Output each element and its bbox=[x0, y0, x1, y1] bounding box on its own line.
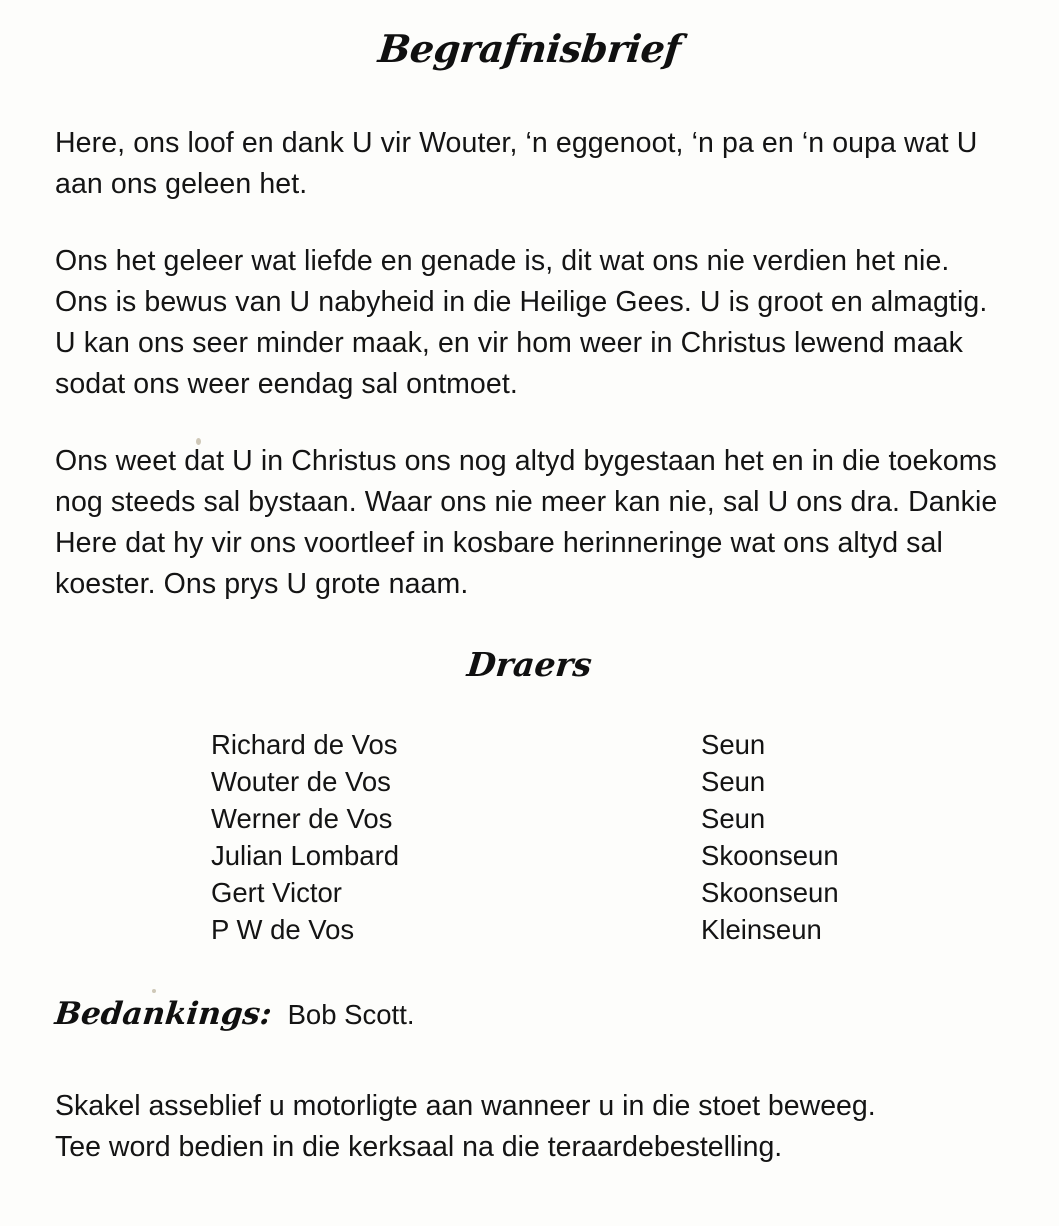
table-row bbox=[155, 911, 1001, 948]
bearer-relation: Skoonseun bbox=[701, 840, 839, 871]
paper-speck bbox=[196, 438, 201, 445]
bearer-name: Richard de Vos bbox=[211, 729, 398, 760]
bearer-name: P W de Vos bbox=[211, 914, 355, 945]
paper-speck bbox=[152, 989, 156, 993]
bearer-relation: Skoonseun bbox=[701, 877, 839, 908]
bearer-name: Werner de Vos bbox=[211, 803, 393, 834]
table-row bbox=[155, 763, 1001, 800]
thanks-section bbox=[55, 996, 1004, 1032]
table-row bbox=[155, 837, 1001, 874]
paragraph-2: Ons het geleer wat liefde en genade is, dit wat ons nie verdien het nie. Ons is bewus van U nabyheid in die Heilige Gees. U is groot en almagtig. U kan ons seer minder maak, en vir hom weer in Christus lewend maak sodat ons weer eendag sal ontmoet. bbox=[55, 245, 988, 400]
bearer-relation: Seun bbox=[701, 766, 766, 797]
table-row bbox=[155, 726, 1001, 763]
bearer-name: Julian Lombard bbox=[211, 840, 400, 871]
bearers-table bbox=[155, 726, 1001, 948]
notice-1: Skakel asseblief u motorligte aan wanneer u in die stoet beweeg. bbox=[55, 1090, 876, 1122]
bearers-heading: Draers bbox=[465, 645, 594, 684]
bearer-name: Gert Victor bbox=[211, 877, 342, 908]
paragraph-3: Ons weet dat U in Christus ons nog altyd bygestaan het en in die toekoms nog steeds sal bystaan. Waar ons nie meer kan nie, sal U ons dra. Dankie Here dat hy vir ons voortleef in kosbare herinneringe wat ons altyd sal koester. Ons prys U grote naam. bbox=[55, 445, 998, 600]
table-row bbox=[155, 874, 1001, 911]
paragraph-1: Here, ons loof en dank U vir Wouter, ‘n eggenoot, ‘n pa en ‘n oupa wat U aan ons geleen het. bbox=[55, 127, 978, 200]
thanks-label: Bedankings: bbox=[53, 996, 274, 1032]
bearer-name: Wouter de Vos bbox=[211, 766, 391, 797]
page-title: Begrafnisbrief bbox=[376, 26, 683, 71]
document-page bbox=[0, 26, 1059, 1226]
bearer-relation: Seun bbox=[701, 729, 766, 760]
bearer-relation: Seun bbox=[701, 803, 766, 834]
table-row bbox=[155, 800, 1001, 837]
notices-section bbox=[55, 1086, 1004, 1168]
notice-2: Tee word bedien in die kerksaal na die teraardebestelling. bbox=[55, 1131, 783, 1163]
bearer-relation: Kleinseun bbox=[701, 914, 822, 945]
thanks-value: Bob Scott. bbox=[287, 999, 415, 1030]
